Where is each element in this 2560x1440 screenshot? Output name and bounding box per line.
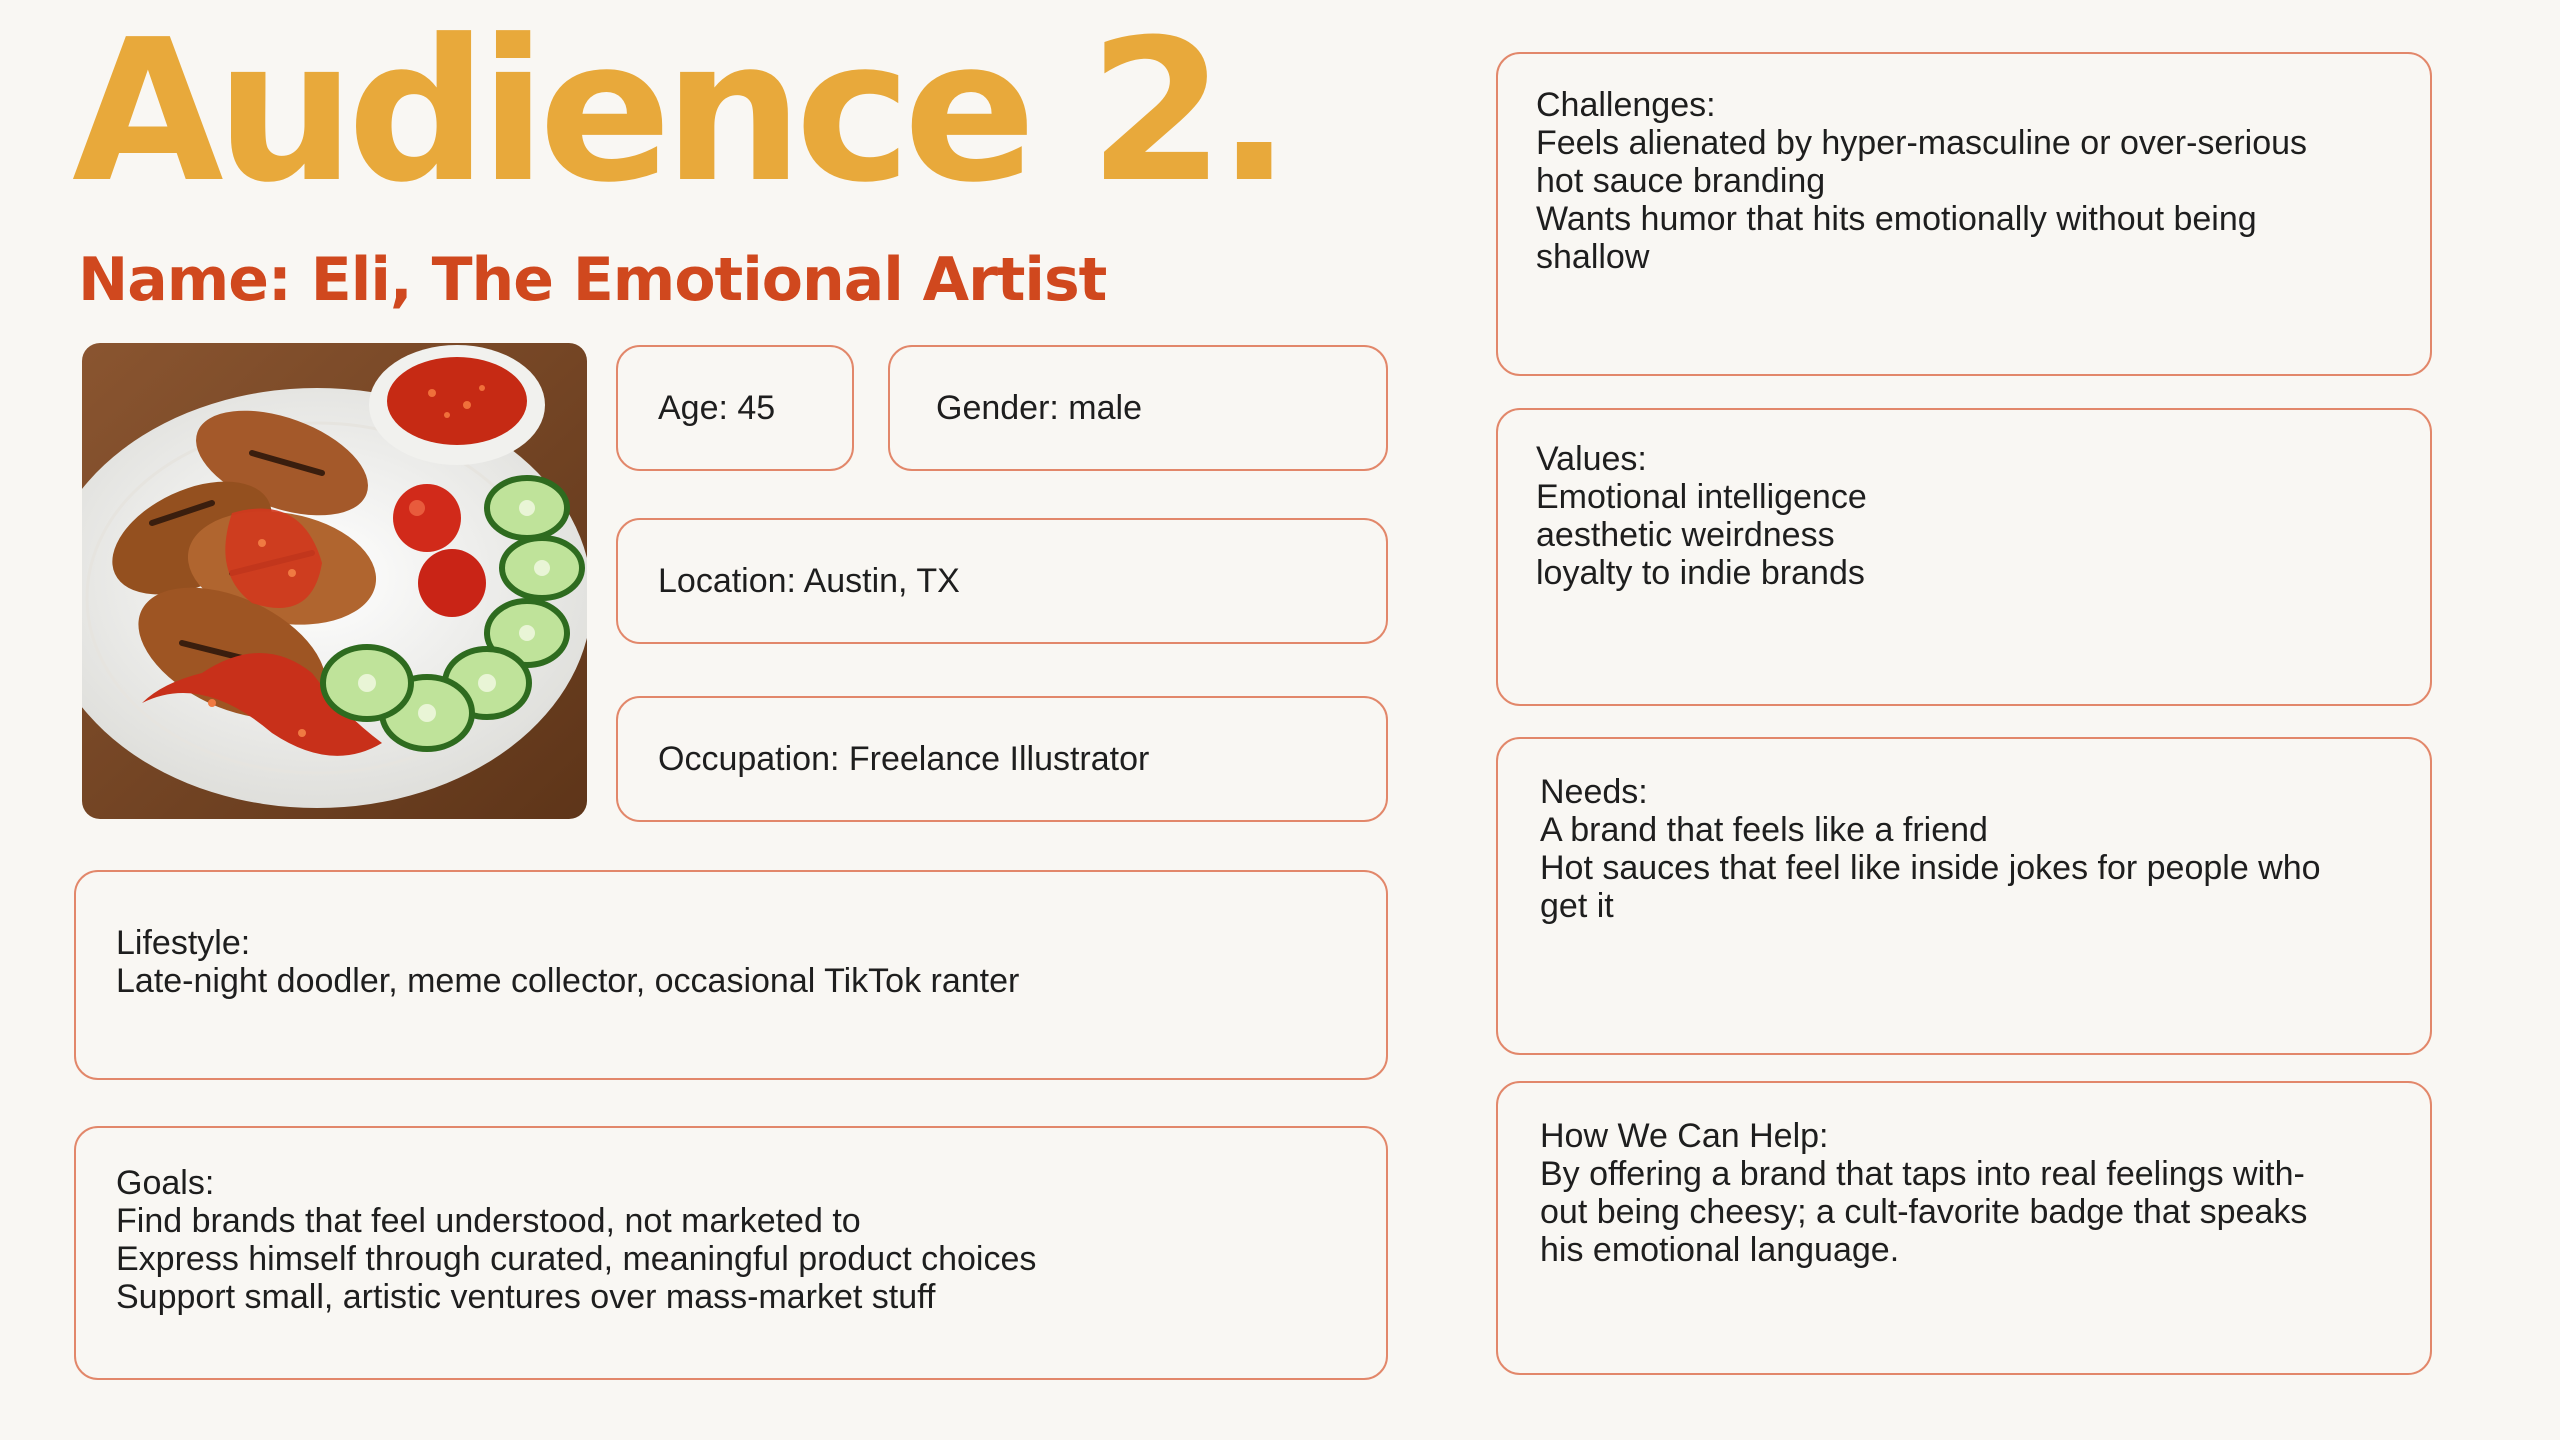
challenges-line: Feels alienated by hyper-masculine or over-serious	[1536, 124, 2308, 162]
how-we-can-help-card	[1496, 1081, 2432, 1375]
gender-card	[888, 345, 1388, 471]
help-line: his emotional language.	[1540, 1231, 1900, 1269]
help-line: out being cheesy; a cult-favorite badge that speaks	[1540, 1193, 2308, 1231]
values-line: Emotional intelligence	[1536, 478, 1867, 516]
plate-of-grilled-chicken-icon	[82, 343, 587, 819]
goals-line: Express himself through curated, meaningful product choices	[116, 1240, 1037, 1278]
help-heading: How We Can Help:	[1540, 1117, 1829, 1155]
age-text: Age: 45	[658, 389, 776, 427]
values-heading: Values:	[1536, 440, 1647, 478]
persona-name: Name: Eli, The Emotional Artist	[78, 245, 1107, 315]
lifestyle-line: Late-night doodler, meme collector, occasional TikTok ranter	[116, 962, 1020, 1000]
challenges-line: shallow	[1536, 238, 1650, 276]
occupation-card	[616, 696, 1388, 822]
challenges-card	[1496, 52, 2432, 376]
lifestyle-card	[74, 870, 1388, 1080]
needs-heading: Needs:	[1540, 773, 1648, 811]
needs-line: A brand that feels like a friend	[1540, 811, 1988, 849]
location-text: Location: Austin, TX	[658, 562, 960, 600]
values-card	[1496, 408, 2432, 706]
food-photo	[82, 343, 587, 819]
challenges-line: hot sauce branding	[1536, 162, 1826, 200]
needs-line: get it	[1540, 887, 1614, 925]
location-card	[616, 518, 1388, 644]
needs-line: Hot sauces that feel like inside jokes for people who	[1540, 849, 2321, 887]
age-card	[616, 345, 854, 471]
goals-line: Find brands that feel understood, not marketed to	[116, 1202, 861, 1240]
values-line: loyalty to indie brands	[1536, 554, 1865, 592]
goals-line: Support small, artistic ventures over mass-market stuff	[116, 1278, 936, 1316]
needs-card	[1496, 737, 2432, 1055]
values-line: aesthetic weirdness	[1536, 516, 1835, 554]
page-title: Audience 2.	[72, 0, 1284, 226]
challenges-heading: Challenges:	[1536, 86, 1716, 124]
challenges-line: Wants humor that hits emotionally without being	[1536, 200, 2257, 238]
goals-card	[74, 1126, 1388, 1380]
occupation-text: Occupation: Freelance Illustrator	[658, 740, 1150, 778]
gender-text: Gender: male	[936, 389, 1142, 427]
lifestyle-heading: Lifestyle:	[116, 924, 251, 962]
help-line: By offering a brand that taps into real feelings with-	[1540, 1155, 2305, 1193]
goals-heading: Goals:	[116, 1164, 215, 1202]
